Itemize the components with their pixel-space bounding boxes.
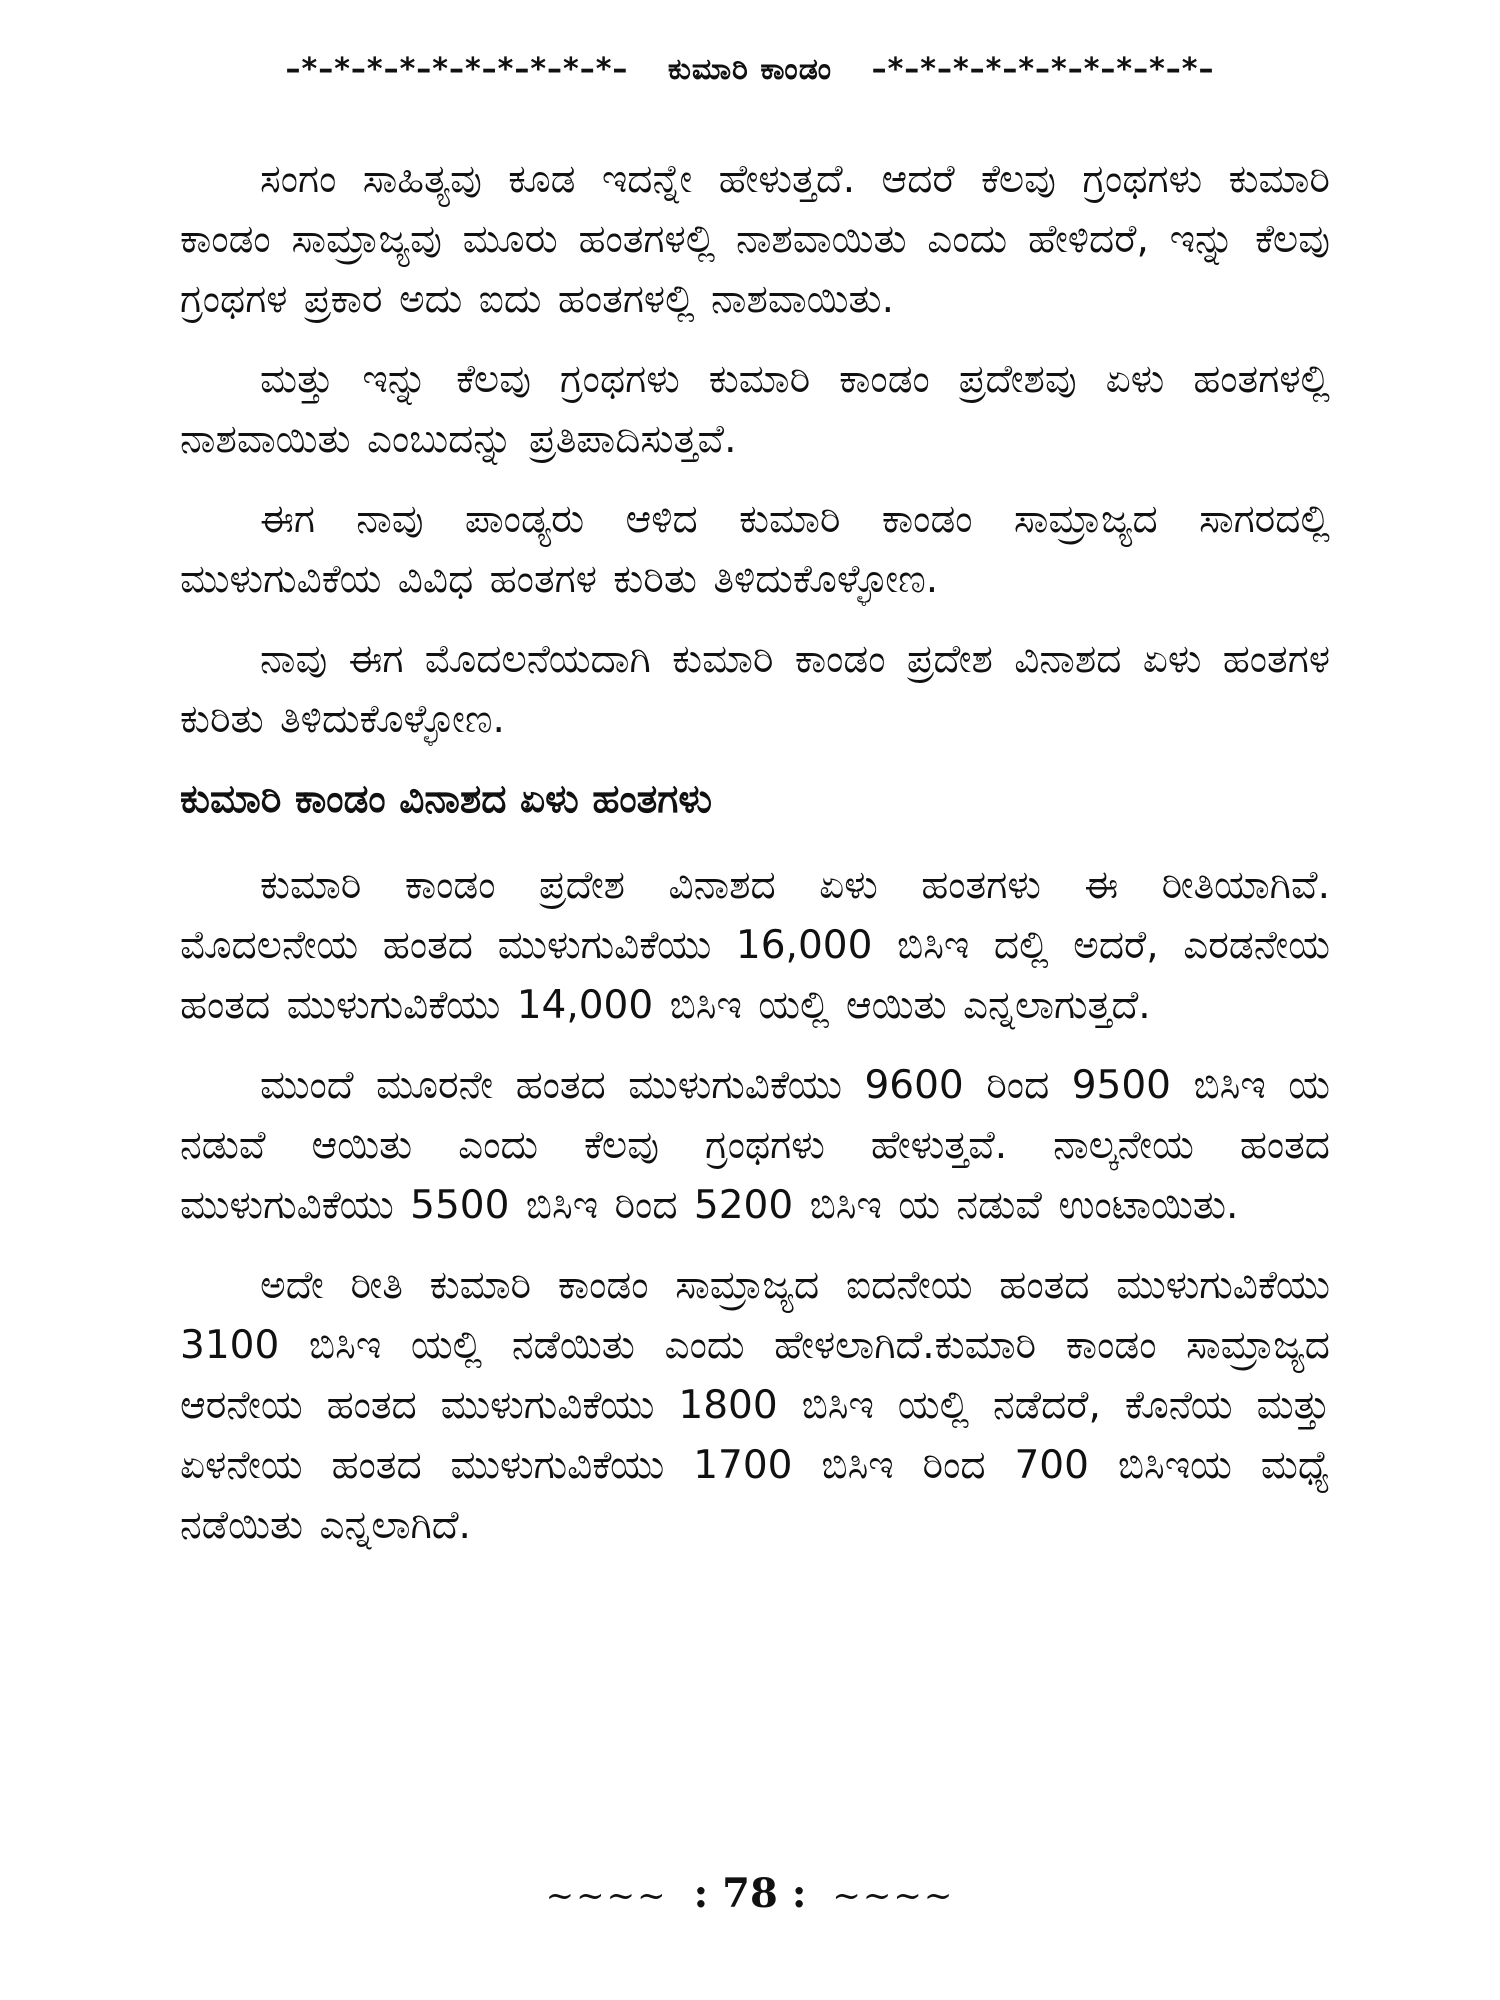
paragraph-3: ಈಗ ನಾವು ಪಾಂಡ್ಯರು ಆಳಿದ ಕುಮಾರಿ ಕಾಂಡಂ ಸಾಮ್ರಾಜ್ಯದ ಸಾಗರದಲ್ಲಿ ಮುಳುಗುವಿಕೆಯ ವಿವಿಧ ಹಂತಗಳ ಕುರಿತು ತಿಳಿದುಕೊಳ್ಳೋಣ. bbox=[180, 497, 1330, 602]
section-paragraph-3: ಅದೇ ರೀತಿ ಕುಮಾರಿ ಕಾಂಡಂ ಸಾಮ್ರಾಜ್ಯದ ಐದನೇಯ ಹಂತದ ಮುಳುಗುವಿಕೆಯು 3100 ಬಿಸಿಇ ಯಲ್ಲಿ ನಡೆಯಿತು ಎಂದು ಹೇಳಲಾಗಿದೆ.ಕುಮಾರಿ ಕಾಂಡಂ ಸಾಮ್ರಾಜ್ಯದ ಆರನೇಯ ಹಂತದ ಮುಳುಗುವಿಕೆಯು 1800 ಬಿಸಿಇ ಯಲ್ಲಿ ನಡೆದರೆ, ಕೊನೆಯ ಮತ್ತು ಏಳನೇಯ ಹಂತದ ಮುಳುಗುವಿಕೆಯು 1700 ಬಿಸಿಇ ರಿಂದ 700 ಬಿಸಿಇಯ ಮಧ್ಯೆ ನಡೆಯಿತು ಎನ್ನಲಾಗಿದೆ. bbox=[180, 1263, 1330, 1548]
paragraph-2: ಮತ್ತು ಇನ್ನು ಕೆಲವು ಗ್ರಂಥಗಳು ಕುಮಾರಿ ಕಾಂಡಂ ಪ್ರದೇಶವು ಏಳು ಹಂತಗಳಲ್ಲಿ ನಾಶವಾಯಿತು ಎಂಬುದನ್ನು ಪ್ರತಿಪಾದಿಸುತ್ತವೆ. bbox=[180, 357, 1330, 462]
paragraph-4: ನಾವು ಈಗ ಮೊದಲನೆಯದಾಗಿ ಕುಮಾರಿ ಕಾಂಡಂ ಪ್ರದೇಶ ವಿನಾಶದ ಏಳು ಹಂತಗಳ ಕುರಿತು ತಿಳಿದುಕೊಳ್ಳೋಣ. bbox=[180, 637, 1330, 742]
header-title: ಕುಮಾರಿ ಕಾಂಡಂ bbox=[667, 52, 833, 87]
page-footer bbox=[0, 1870, 1500, 1917]
header-decor-right: –*–*–*–*–*–*–*–*–*–*– bbox=[871, 52, 1215, 87]
footer-tilde-right: ~~~~ bbox=[832, 1876, 955, 1916]
paragraph-1: ಸಂಗಂ ಸಾಹಿತ್ಯವು ಕೂಡ ಇದನ್ನೇ ಹೇಳುತ್ತದೆ. ಆದರೆ ಕೆಲವು ಗ್ರಂಥಗಳು ಕುಮಾರಿ ಕಾಂಡಂ ಸಾಮ್ರಾಜ್ಯವು ಮೂರು ಹಂತಗಳಲ್ಲಿ ನಾಶವಾಯಿತು ಎಂದು ಹೇಳಿದರೆ, ಇನ್ನು ಕೆಲವು ಗ್ರಂಥಗಳ ಪ್ರಕಾರ ಅದು ಐದು ಹಂತಗಳಲ್ಲಿ ನಾಶವಾಯಿತು. bbox=[180, 157, 1330, 322]
section-paragraph-2: ಮುಂದೆ ಮೂರನೇ ಹಂತದ ಮುಳುಗುವಿಕೆಯು 9600 ರಿಂದ 9500 ಬಿಸಿಇ ಯ ನಡುವೆ ಆಯಿತು ಎಂದು ಕೆಲವು ಗ್ರಂಥಗಳು ಹೇಳುತ್ತವೆ. ನಾಲ್ಕನೇಯ ಹಂತದ ಮುಳುಗುವಿಕೆಯು 5500 ಬಿಸಿಇ ರಿಂದ 5200 ಬಿಸಿಇ ಯ ನಡುವೆ ಉಂಟಾಯಿತು. bbox=[180, 1063, 1330, 1228]
header-decor-left: –*–*–*–*–*–*–*–*–*–*– bbox=[285, 52, 629, 87]
section-paragraph-1: ಕುಮಾರಿ ಕಾಂಡಂ ಪ್ರದೇಶ ವಿನಾಶದ ಏಳು ಹಂತಗಳು ಈ ರೀತಿಯಾಗಿವೆ. ಮೊದಲನೇಯ ಹಂತದ ಮುಳುಗುವಿಕೆಯು 16,000 ಬಿಸಿಇ ದಲ್ಲಿ ಅದರೆ, ಎರಡನೇಯ ಹಂತದ ಮುಳುಗುವಿಕೆಯು 14,000 ಬಿಸಿಇ ಯಲ್ಲಿ ಆಯಿತು ಎನ್ನಲಾಗುತ್ತದೆ. bbox=[180, 863, 1330, 1028]
running-header bbox=[0, 52, 1500, 87]
page-number: : 78 : bbox=[693, 1870, 807, 1917]
page-body bbox=[180, 150, 1330, 1556]
section-heading: ಕುಮಾರಿ ಕಾಂಡಂ ವಿನಾಶದ ಏಳು ಹಂತಗಳು bbox=[180, 777, 712, 822]
footer-tilde-left: ~~~~ bbox=[545, 1876, 668, 1916]
